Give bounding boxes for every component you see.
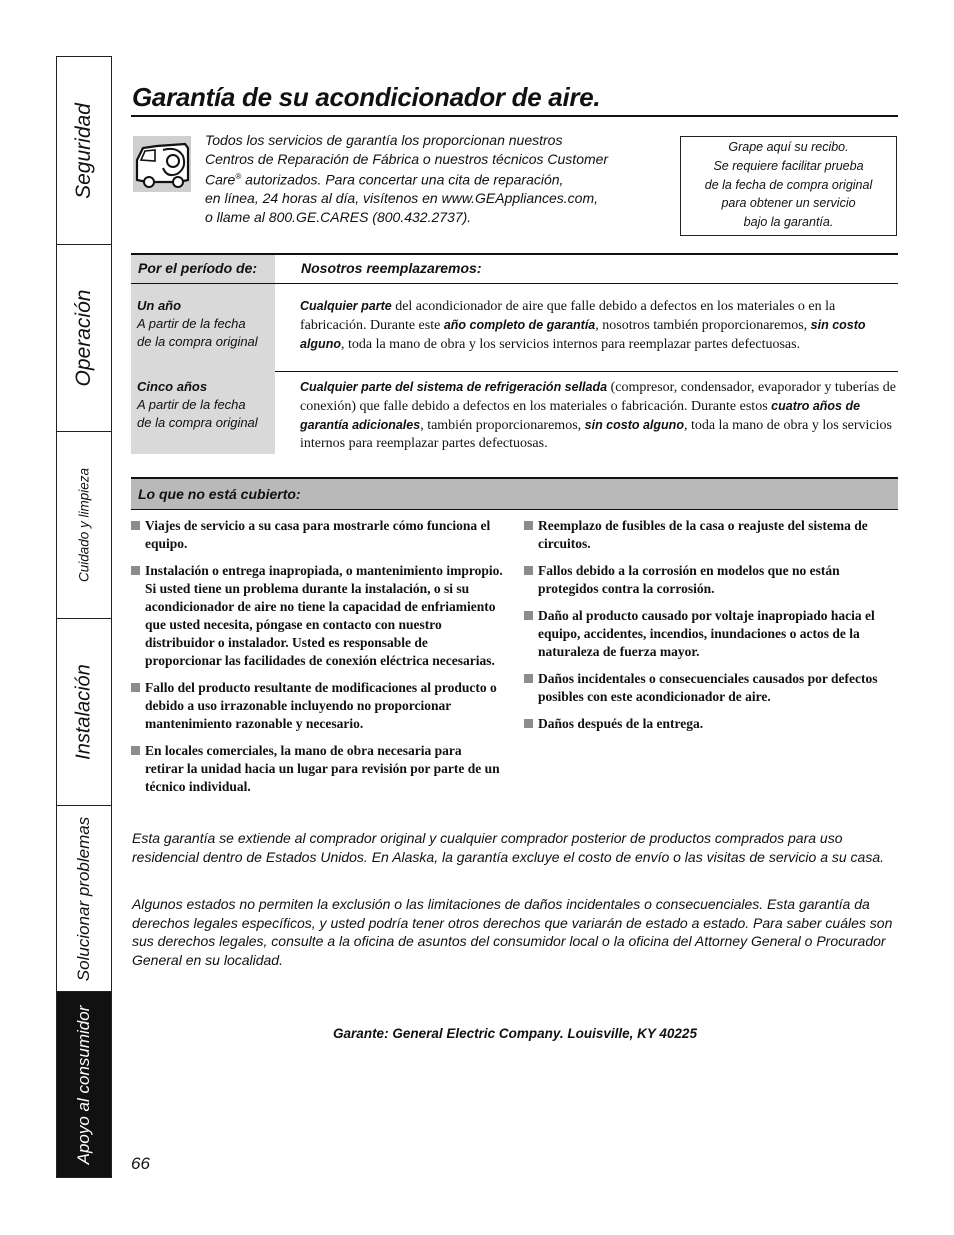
exclusion-item: [524, 670, 896, 706]
bullet-square-icon: [131, 683, 140, 692]
coverage-text: del acondicionador de aire que falle debido a defectos en los materiales o en la fabricación. Durante este: [300, 299, 836, 333]
exclusion-text: Daños después de la entrega.: [538, 716, 704, 731]
guarantor-line: Garante: General Electric Company. Louisville, KY 40225: [333, 1026, 697, 1041]
tab-instalacion[interactable]: [57, 619, 111, 806]
bullet-square-icon: [524, 719, 533, 728]
exclusions-right-list: [524, 517, 896, 742]
exclusion-text: Daños incidentales o consecuenciales causados por defectos posibles con este acondicionador de aire.: [538, 671, 878, 704]
coverage-text: , toda la mano de obra y los servicios internos para reemplazar partes defectuosas.: [300, 418, 892, 451]
receipt-line: para obtener un servicio: [721, 196, 856, 211]
tab-label: Solucionar problemas: [74, 816, 93, 981]
period-title: Cinco años: [137, 379, 208, 394]
exclusion-item: [131, 742, 503, 796]
emphasis: Cualquier parte: [300, 299, 392, 313]
tab-label: Apoyo al consumidor: [74, 1005, 93, 1164]
exclusion-text: Daño al producto causado por voltaje inapropiado hacia el equipo, accidentes, incendios, inundaciones o actos de la naturaleza de fuerza mayor.: [538, 608, 875, 659]
emphasis: sin costo alguno: [584, 418, 684, 432]
page-number: 66: [131, 1154, 150, 1173]
coverage-text: , toda la mano de obra y los servicios internos para reemplazar partes defectuosas.: [340, 337, 801, 352]
exclusion-item: [131, 679, 503, 733]
intro-fragment: Care: [205, 171, 236, 188]
bullet-square-icon: [524, 566, 533, 575]
coverage-text: , nosotros también proporcionaremos,: [595, 318, 811, 333]
page-title: Garantía de su acondicionador de aire.: [132, 82, 601, 112]
exclusion-item: [131, 517, 503, 553]
tab-label: Instalación: [72, 664, 95, 760]
emphasis: cuatro años de garantía adicionales: [300, 399, 861, 432]
bullet-square-icon: [131, 746, 140, 755]
section-tabs: [56, 56, 112, 1178]
service-van-icon: [133, 136, 191, 192]
emphasis: año completo de garantía: [443, 318, 596, 332]
tab-solucionar-problemas[interactable]: [57, 806, 111, 992]
table-header-rule: [131, 283, 898, 284]
coverage-five-years: [300, 378, 897, 453]
service-intro-text: [205, 131, 670, 227]
tab-label: Operación: [72, 289, 95, 387]
receipt-line: bajo la garantía.: [743, 215, 834, 230]
tab-cuidado-y-limpieza[interactable]: [57, 432, 111, 619]
legal-rights-paragraph: Algunos estados no permiten la exclusión o las limitaciones de daños incidentales o consecuenciales. Esta garantía da derechos legales específicos, y usted podría tener otros derechos que variarán de estado a estado. Para saber cuáles son sus derechos legales, consulte a la oficina de asuntos del consumidor local o la oficina del Attorney General o Procurador General en su localidad.: [132, 896, 893, 968]
emphasis: Cualquier parte del sistema de refrigeración sellada: [300, 380, 608, 394]
column-header-period: Por el período de:: [138, 260, 258, 276]
bullet-square-icon: [131, 521, 140, 530]
intro-line: en línea, 24 horas al día, visítenos en www.GEAppliances.com,: [205, 190, 598, 207]
period-title: Un año: [137, 298, 182, 313]
period-subtitle: A partir de la fecha: [137, 397, 246, 412]
registered-mark: ®: [235, 172, 242, 182]
exclusion-item: [131, 562, 503, 670]
period-subtitle: A partir de la fecha: [137, 316, 246, 331]
exclusion-item: [524, 562, 896, 598]
exclusion-item: [524, 607, 896, 661]
receipt-line: Grape aquí su recibo.: [728, 140, 849, 154]
bullet-square-icon: [524, 611, 533, 620]
bullet-square-icon: [524, 674, 533, 683]
intro-fragment: autorizados. Para concertar una cita de reparación,: [241, 171, 564, 188]
exclusion-item: [524, 715, 896, 733]
coverage-text: (compresor, condensador, evaporador y tuberías de conexión) que falle debido a defectos en los materiales o fabricación. Durante estos: [300, 380, 896, 414]
tab-apoyo-al-consumidor[interactable]: [57, 992, 111, 1177]
title-divider: [131, 115, 898, 117]
tab-operacion[interactable]: [57, 245, 111, 432]
exclusion-text: Instalación o entrega inapropiada, o mantenimiento impropio. Si usted tiene un problema durante la instalación, o si su acondicionador de aire no tiene la capacidad de enfriamiento que usted necesita, póngase en contacto con nuestro distribuidor o instalador. Usted es responsable de proporcionar las facilidades de conexión eléctrica necesarias.: [145, 563, 503, 668]
staple-receipt-box: [680, 136, 897, 236]
exclusion-text: Fallo del producto resultante de modificaciones al producto o debido a uso irrazonable incluyendo no proporcionar mantenimiento razonable y necesario.: [145, 680, 497, 731]
tab-label: Seguridad: [72, 102, 95, 199]
exclusion-text: En locales comerciales, la mano de obra necesaria para retirar la unidad hacia un lugar para revisión por parte de un técnico individual.: [145, 743, 500, 794]
receipt-line: Se requiere facilitar prueba: [713, 158, 864, 173]
intro-line: [205, 168, 670, 189]
coverage-text: , también proporcionaremos,: [420, 418, 585, 433]
column-header-replace: Nosotros reemplazaremos:: [301, 260, 482, 276]
period-subtitle: de la compra original: [137, 334, 258, 349]
tab-label: Cuidado y limpieza: [76, 467, 92, 583]
intro-line: o llame al 800.GE.CARES (800.432.2737).: [205, 209, 472, 226]
exclusion-text: Reemplazo de fusibles de la casa o reajuste del sistema de circuitos.: [538, 518, 868, 551]
exclusions-left-list: [131, 517, 503, 805]
exclusion-item: [524, 517, 896, 553]
bullet-square-icon: [524, 521, 533, 530]
intro-line: Centros de Reparación de Fábrica o nuestros técnicos Customer: [205, 150, 609, 167]
exclusion-text: Fallos debido a la corrosión en modelos que no están protegidos contra la corrosión.: [538, 563, 840, 596]
intro-line: Todos los servicios de garantía los proporcionan nuestros: [205, 132, 563, 148]
exclusion-text: Viajes de servicio a su casa para mostrarle cómo funciona el equipo.: [145, 518, 491, 551]
period-one-year: [137, 297, 258, 351]
emphasis: sin costo alguno: [300, 318, 866, 351]
exclusions-header-rule: [131, 509, 898, 510]
period-subtitle: de la compra original: [137, 415, 258, 430]
bullet-square-icon: [131, 566, 140, 575]
period-five-years: [137, 378, 258, 432]
coverage-one-year: [300, 297, 897, 354]
table-row-rule: [275, 371, 898, 372]
warranty-scope-paragraph: Esta garantía se extiende al comprador original y cualquier comprador posterior de productos comprados para uso residencial dentro de Estados Unidos. En Alaska, la garantía excluye el costo de envío o las visitas de servicio a su casa.: [132, 830, 885, 865]
receipt-line: de la fecha de compra original: [704, 177, 873, 192]
tab-seguridad[interactable]: [57, 57, 111, 245]
exclusions-header: Lo que no está cubierto:: [138, 486, 301, 502]
